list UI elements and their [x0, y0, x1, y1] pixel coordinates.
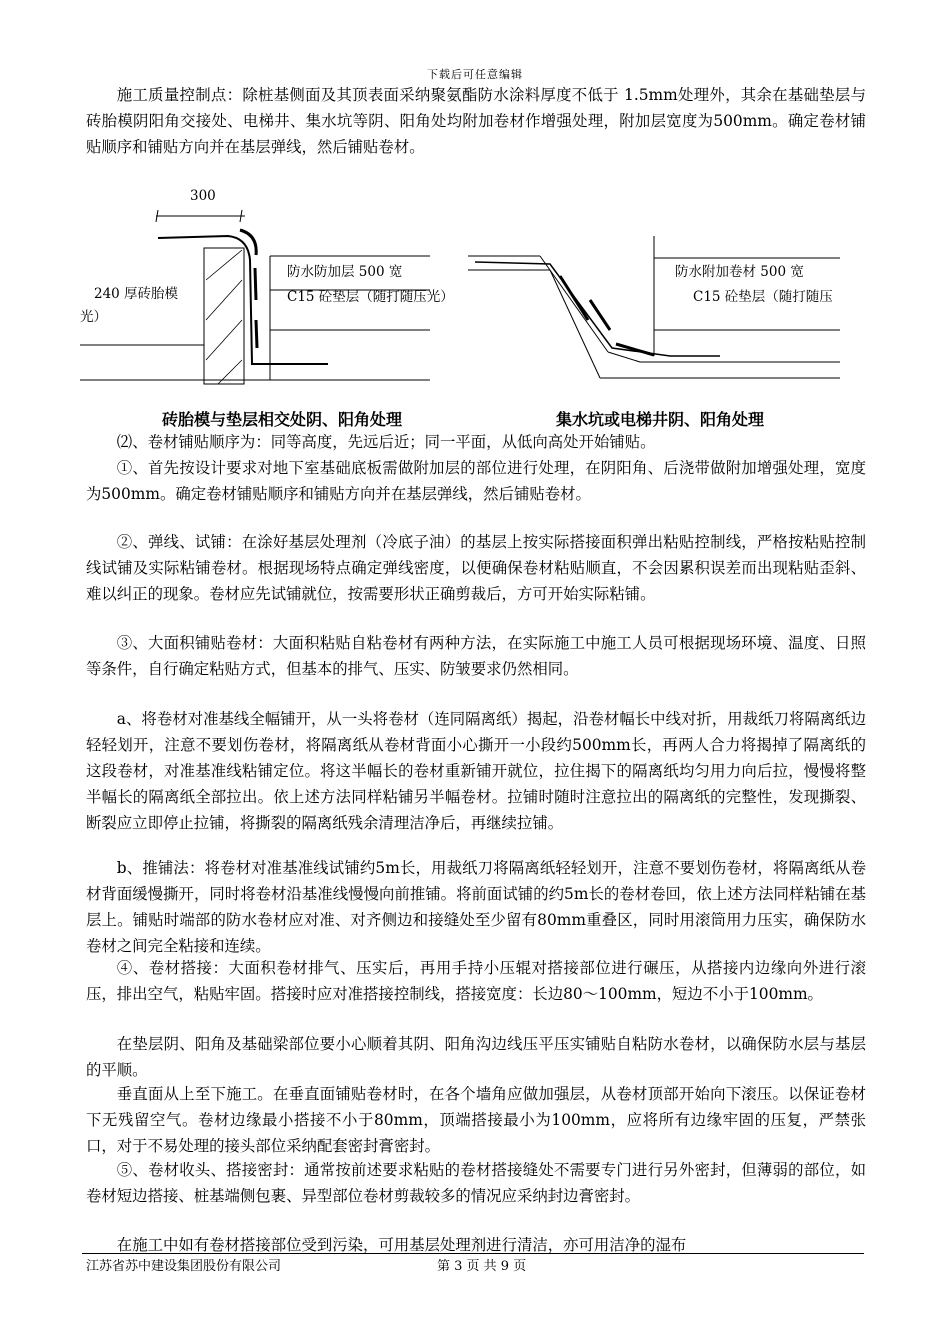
label-brick-mold-cont: 光）	[80, 309, 107, 325]
label-waterproof-layer-right: 防水附加卷材 500 宽	[675, 264, 804, 280]
footer-divider	[82, 1253, 864, 1254]
caption-right-figure: 集水坑或电梯井阴、阳角处理	[556, 410, 765, 429]
label-c15-cushion-left: C15 砼垫层（随打随压光）	[287, 289, 454, 305]
dimension-300: 300	[190, 188, 216, 204]
footer-company: 江苏省苏中建设集团股份有限公司	[86, 1259, 282, 1274]
paragraph-quality-control: 施工质量控制点：除桩基侧面及其顶表面采纳聚氨酯防水涂料厚度不低于 1.5mm处理外，其余在基础垫层与砖胎模阴阳角交接处、电梯井、集水坑等阴、阳角处均附加卷材作增强处理，附加层宽度为500mm。确定卷材铺贴顺序和铺贴方向并在基层弹线，然后铺贴卷材。	[86, 86, 866, 156]
paragraph-step-5: ⑤、卷材收头、搭接密封：通常按前述要求粘贴的卷材搭接缝处不需要专门进行另外密封，但薄弱的部位，如卷材短边搭接、桩基端侧包裹、异型部位卷材剪裁较多的情况应采纳封边膏密封。	[86, 1161, 866, 1205]
paragraph-step-1: ①、首先按设计要求对地下室基础底板需做附加层的部位进行处理，在阴阳角、后浇带做附加增强处理，宽度为500mm。确定卷材铺贴顺序和铺贴方向并在基层弹线，然后铺贴卷材。	[86, 459, 866, 503]
label-c15-cushion-right: C15 砼垫层（随打随压	[693, 289, 833, 305]
paragraph-corner-laying: 在垫层阴、阳角及基础梁部位要小心顺着其阴、阳角沟边线压平压实铺贴自粘防水卷材，以确保防水层与基层的平顺。	[86, 1035, 866, 1079]
paragraph-step-3: ③、大面积铺贴卷材：大面积粘贴自粘卷材有两种方法，在实际施工中施工人员可根据现场环境、温度、日照等条件，自行确定粘贴方式，但基本的排气、压实、防皱要求仍然相同。	[86, 634, 866, 678]
paragraph-step-4: ④、卷材搭接：大面积卷材排气、压实后，再用手持小压辊对搭接部位进行碾压，从搭接内边缘向外进行滚压，排出空气，粘贴牢固。搭接时应对准搭接控制线，搭接宽度：长边80～100mm，短边不小于100mm。	[86, 959, 866, 1003]
footer-page-number: 第 3 页 共 9 页	[437, 1259, 527, 1274]
paragraph-method-a: a、将卷材对准基线全幅铺开，从一头将卷材（连同隔离纸）揭起，沿卷材幅长中线对折，用裁纸刀将隔离纸边轻轻划开，注意不要划伤卷材，将隔离纸从卷材背面小心撕开一小段约500mm长，再两人合力将揭掉了隔离纸的这段卷材，对准基准线粘铺定位。将这半幅长的卷材重新铺开就位，拉住揭下的隔离纸均匀用力向后拉，慢慢将整半幅长的隔离纸全部拉出。依上述方法同样粘铺另半幅卷材。拉铺时随时注意拉出的隔离纸的完整性，发现撕裂、断裂应立即停止拉铺，将撕裂的隔离纸残余清理洁净后，再继续拉铺。	[86, 710, 866, 832]
caption-left-figure: 砖胎模与垫层相交处阴、阳角处理	[162, 410, 403, 429]
sump-pit-corner-drawing	[468, 236, 840, 378]
paragraph-method-b: b、推铺法：将卷材对准基准线试铺约5m长，用裁纸刀将隔离纸轻轻划开，注意不要划伤卷材，将隔离纸从卷材背面缓慢撕开，同时将卷材沿基准线慢慢向前推铺。将前面试铺的约5m长的卷材卷回，依上述方法同样粘铺在基层上。铺贴时端部的防水卷材应对准、对齐侧边和接缝处至少留有80mm重叠区，同时用滚筒用力压实，确保防水卷材之间完全粘接和连续。	[86, 859, 866, 955]
paragraph-contamination: 在施工中如有卷材搭接部位受到污染，可用基层处理剂进行清洁，亦可用洁净的湿布	[116, 1236, 687, 1254]
paragraph-sequence: ⑵、卷材铺贴顺序为：同等高度，先远后近；同一平面，从低向高处开始铺贴。	[116, 433, 656, 451]
label-waterproof-layer-left: 防水防加层 500 宽	[287, 264, 403, 280]
header-note: 下载后可任意编辑	[427, 68, 523, 81]
label-brick-mold: 240 厚砖胎模	[94, 286, 179, 302]
paragraph-vertical: 垂直面从上至下施工。在垂直面铺贴卷材时，在各个墙角应做加强层，从卷材顶部开始向下滚压。以保证卷材下无残留空气。卷材边缘最小搭接不小于80mm，顶端搭接最小为100mm，应将所有边缘牢固的压复，严禁张口，对于不易处理的接头部位采纳配套密封膏密封。	[86, 1085, 866, 1155]
detail-drawings	[80, 180, 870, 405]
paragraph-step-2: ②、弹线、试铺：在涂好基层处理剂（冷底子油）的基层上按实际搭接面积弹出粘贴控制线，严格按粘贴控制线试铺及实际粘铺卷材。根据现场特点确定弹线密度，以便确保卷材粘贴顺直，不会因累积误差而出现粘贴歪斜、难以纠正的现象。卷材应先试铺就位，按需要形状正确剪裁后，方可开始实际粘铺。	[86, 533, 866, 603]
brick-mold-corner-drawing	[80, 188, 454, 384]
